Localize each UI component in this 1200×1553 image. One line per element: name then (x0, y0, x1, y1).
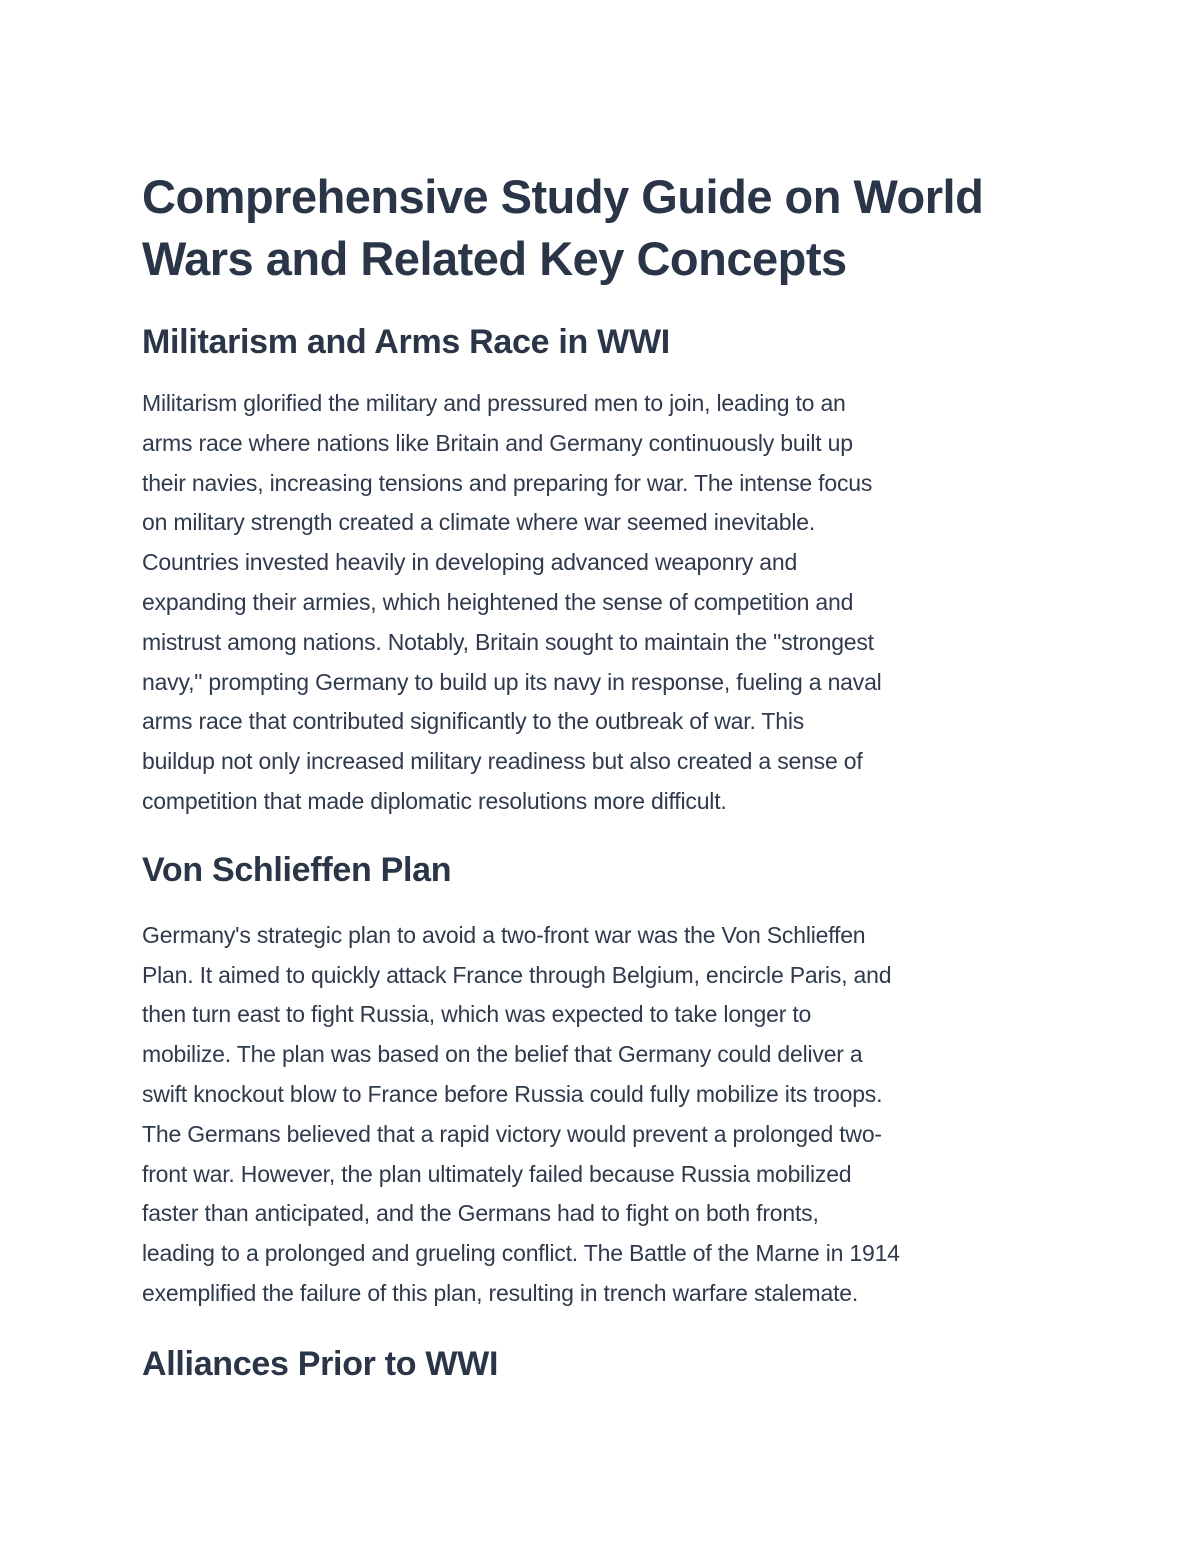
paragraph-line: buildup not only increased military readiness but also created a sense of (142, 748, 863, 775)
document-page (142, 166, 1072, 1386)
paragraph-line: mistrust among nations. Notably, Britain sought to maintain the "strongest (142, 628, 874, 655)
paragraph-line: Germany's strategic plan to avoid a two-front war was the Von Schlieffen (142, 921, 866, 948)
paragraph-line: arms race that contributed significantly to the outbreak of war. This (142, 708, 805, 735)
paragraph-line: front war. However, the plan ultimately failed because Russia mobilized (142, 1160, 852, 1187)
paragraph-line: exemplified the failure of this plan, resulting in trench warfare stalemate. (142, 1279, 859, 1306)
paragraph-line: Countries invested heavily in developing advanced weaponry and (142, 549, 798, 576)
title-line: Wars and Related Key Concepts (142, 232, 847, 285)
paragraph-line: on military strength created a climate where war seemed inevitable. (142, 509, 816, 536)
section-paragraph-schlieffen (142, 916, 1072, 1314)
paragraph-line: faster than anticipated, and the Germans had to fight on both fronts, (142, 1200, 819, 1227)
paragraph-line: mobilize. The plan was based on the belief that Germany could deliver a (142, 1041, 863, 1068)
paragraph-line: navy," prompting Germany to build up its navy in response, fueling a naval (142, 668, 882, 695)
section-heading-alliances: Alliances Prior to WWI (142, 1344, 499, 1383)
paragraph-line: The Germans believed that a rapid victory would prevent a prolonged two- (142, 1120, 882, 1147)
paragraph-line: leading to a prolonged and grueling conflict. The Battle of the Marne in 1914 (142, 1240, 900, 1267)
paragraph-line: expanding their armies, which heightened the sense of competition and (142, 588, 854, 615)
section-paragraph-militarism (142, 384, 1072, 822)
paragraph-line: Plan. It aimed to quickly attack France through Belgium, encircle Paris, and (142, 961, 892, 988)
paragraph-line: Militarism glorified the military and pressured men to join, leading to an (142, 390, 846, 416)
paragraph-line: then turn east to fight Russia, which was expected to take longer to (142, 1001, 812, 1028)
paragraph-line: their navies, increasing tensions and preparing for war. The intense focus (142, 469, 873, 496)
paragraph-line: competition that made diplomatic resolutions more difficult. (142, 787, 727, 814)
document-title (142, 166, 1072, 290)
section-heading-militarism: Militarism and Arms Race in WWI (142, 323, 670, 361)
paragraph-line: arms race where nations like Britain and Germany continuously built up (142, 429, 853, 456)
section-heading-schlieffen: Von Schlieffen Plan (142, 850, 452, 889)
title-line: Comprehensive Study Guide on World (142, 170, 984, 223)
paragraph-line: swift knockout blow to France before Russia could fully mobilize its troops. (142, 1080, 883, 1107)
